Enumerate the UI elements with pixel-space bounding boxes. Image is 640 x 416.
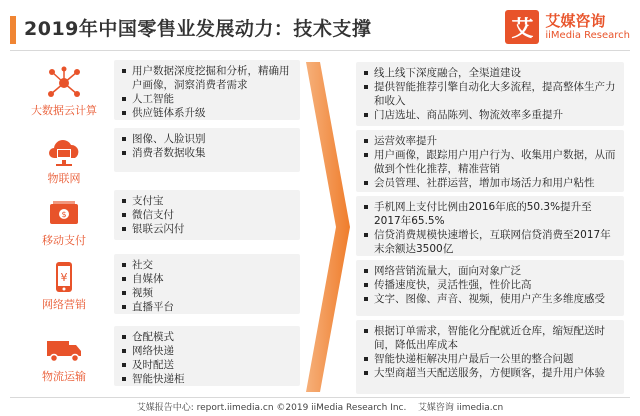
list-item: 运营效率提升 xyxy=(364,134,618,148)
list-item: 智能快递柜 xyxy=(122,372,294,386)
list-item: 文字、图像、声音、视频，使用户产生多维度感受 xyxy=(364,292,618,306)
tech-box xyxy=(114,190,300,240)
effect-box xyxy=(356,260,624,316)
phone-marketing-icon xyxy=(44,260,84,294)
footer-divider xyxy=(10,397,630,398)
brand-logo-block xyxy=(505,10,630,44)
effect-box xyxy=(356,62,624,126)
list-item: 银联云闪付 xyxy=(122,222,294,236)
list-item: 线上线下深度融合，全渠道建设 xyxy=(364,66,618,80)
iot-icon xyxy=(44,134,84,168)
footer-text: 艾媒报告中心: report.iimedia.cn ©2019 iiMedia Research Inc. xyxy=(136,403,407,413)
tech-label: 物联网 xyxy=(47,172,81,185)
mobile-payment-icon xyxy=(44,196,84,230)
tech-row-iot xyxy=(24,128,296,192)
tech-label: 大数据云计算 xyxy=(31,104,97,117)
list-item: 社交 xyxy=(122,258,294,272)
list-item: 微信支付 xyxy=(122,208,294,222)
list-item: 大型商超当天配送服务，方便顾客，提升用户体验 xyxy=(364,366,618,380)
page-title: 2019年中国零售业发展动力：技术支撑 xyxy=(24,18,372,40)
list-item: 仓配模式 xyxy=(122,330,294,344)
list-item: 直播平台 xyxy=(122,300,294,314)
svg-text:¥: ¥ xyxy=(60,271,68,284)
list-item: 网络营销流量大，面向对象广泛 xyxy=(364,264,618,278)
tech-row-network-marketing xyxy=(24,254,296,318)
list-item: 网络快递 xyxy=(122,344,294,358)
tech-label: 物流运输 xyxy=(42,370,86,383)
tech-row-big-data xyxy=(24,60,296,124)
list-item: 信贷消费规模快速增长，互联网信贷消费至2017年末余额达3500亿 xyxy=(364,228,618,256)
list-item: 手机网上支付比例由2016年底的50.3%提升至2017年65.5% xyxy=(364,200,618,228)
effect-box xyxy=(356,320,624,394)
list-item: 传播速度快，灵活性强，性价比高 xyxy=(364,278,618,292)
list-item: 视频 xyxy=(122,286,294,300)
brand-logo-icon: 艾 xyxy=(505,10,539,44)
tech-label: 网络营销 xyxy=(42,298,86,311)
list-item: 供应链体系升级 xyxy=(122,106,294,120)
list-item: 门店选址、商品陈列、物流效率多重提升 xyxy=(364,108,618,122)
title-accent-bar xyxy=(10,16,16,44)
tech-box xyxy=(114,254,300,314)
delivery-truck-icon xyxy=(44,332,84,366)
effect-box xyxy=(356,130,624,192)
list-item: 用户数据深度挖掘和分析，精确用户画像，洞察消费者需求 xyxy=(122,64,294,92)
list-item: 支付宝 xyxy=(122,194,294,208)
list-item: 智能快递柜解决用户最后一公里的整合问题 xyxy=(364,352,618,366)
list-item: 提供智能推荐引擎自动化大多流程，提高整体生产力和收入 xyxy=(364,80,618,108)
tech-box xyxy=(114,60,300,120)
footer-brand: 艾媒咨询 iimedia.cn xyxy=(417,403,504,413)
tech-row-logistics xyxy=(24,326,296,390)
brand-name-cn: 艾媒咨询 xyxy=(545,12,606,31)
list-item: 自媒体 xyxy=(122,272,294,286)
tech-label: 移动支付 xyxy=(42,234,86,247)
tech-box xyxy=(114,326,300,386)
tech-row-mobile-payment xyxy=(24,190,296,254)
tech-box xyxy=(114,128,300,172)
flow-arrow-icon xyxy=(306,62,350,392)
brand-name-en: iiMedia Research xyxy=(545,29,630,41)
list-item: 消费者数据收集 xyxy=(122,146,294,160)
big-data-cloud-icon xyxy=(44,66,84,100)
list-item: 用户画像，跟踪用户用户行为、收集用户数据，从而做到个性化推荐，精准营销 xyxy=(364,148,618,176)
list-item: 人工智能 xyxy=(122,92,294,106)
svg-text:$: $ xyxy=(61,210,67,219)
list-item: 及时配送 xyxy=(122,358,294,372)
list-item: 根据订单需求，智能化分配就近仓库，缩短配送时间，降低出库成本 xyxy=(364,324,618,352)
footer xyxy=(0,400,640,413)
header-divider xyxy=(10,50,630,51)
effect-box xyxy=(356,196,624,256)
list-item: 会员管理、社群运营，增加市场活力和用户粘性 xyxy=(364,176,618,190)
list-item: 图像、人脸识别 xyxy=(122,132,294,146)
